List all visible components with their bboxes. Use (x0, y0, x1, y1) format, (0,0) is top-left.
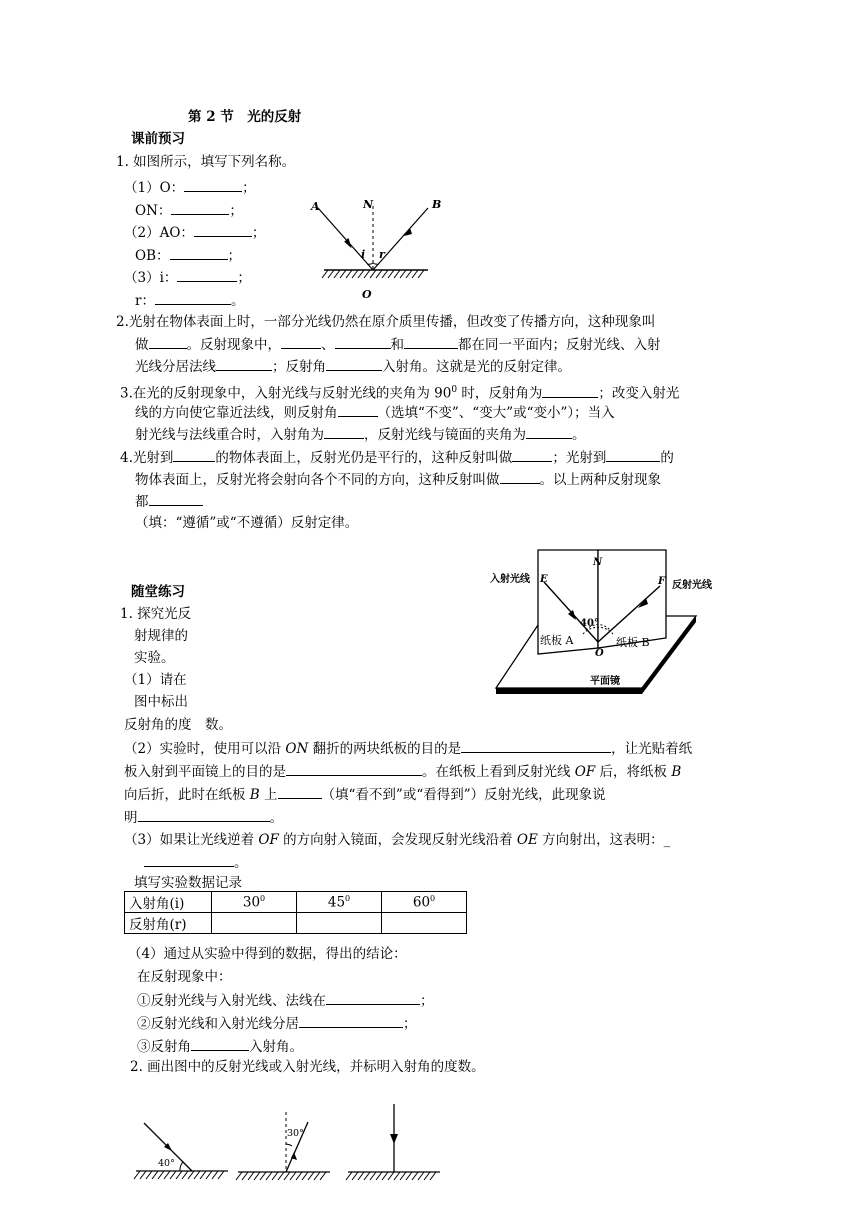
q1-item-ao: （2）AO： ； (124, 225, 266, 241)
q1-item-o: （1）O： ； (124, 180, 256, 196)
point-n2-label: N (593, 557, 603, 568)
p1-line4: （1）请在 (124, 672, 187, 688)
section-title: 第 2 节 光的反射 (188, 109, 302, 125)
p1-s2-line3: 向后折，此时在纸板 B 上 （填“看不到”或“看得到”）反射光线，此现象说 (124, 787, 606, 803)
p1-s3-line2: 。 (144, 853, 248, 872)
preview-heading: 课前预习 (131, 131, 185, 147)
p1-s2-line1: （2）实验时，使用可以沿 ON 翻折的两块纸板的目的是 ，让光贴着纸 (124, 741, 693, 757)
point-o2-label: O (595, 648, 604, 659)
p1-s2-line4: 明 。 (124, 810, 283, 826)
board-b-label: 纸板 B (616, 636, 650, 649)
incident-angle-header: 入射角(i) (125, 892, 212, 913)
incident-ray-label: 入射光线 (490, 574, 530, 585)
q1-item-r: r： 。 (135, 293, 245, 309)
reflection-diagram (300, 192, 440, 304)
table-caption: 填写实验数据记录 (134, 875, 242, 891)
q4-line3: 都 (135, 492, 203, 511)
data-record-table (124, 891, 467, 934)
q4-line4: （填：“遵循”或“不遵循）反射定律。 (135, 515, 359, 531)
p1-line3: 实验。 (134, 650, 175, 666)
board-a-label: 纸板 A (540, 634, 574, 647)
q1-item-on: ON： ； (135, 203, 243, 219)
reflected-ray-label: 反射光线 (672, 580, 712, 591)
p1-s3-line1: （3）如果让光线逆着 OF 的方向射入镜面，会发现反射光线沿着 OE 方向射出，这表明：_ (124, 832, 671, 848)
point-e-label: E (540, 574, 548, 585)
angle-40-label-2: 40° (158, 1158, 175, 1169)
table-row (125, 892, 467, 913)
q2-line2: 做 。反射现象中， 、 和 都在同一平面内；反射光线、入射 (135, 337, 661, 353)
q4-line2: 物体表面上，反射光将会射向各个不同的方向，这种反射叫做 。以上两种反射现象 (135, 472, 661, 488)
q3-line1: 3.在光的反射现象中，入射光线与反射光线的夹角为 $90^0$ 时，反射角为 ；改变入射光 (120, 385, 680, 402)
p1-s4-line5: ③反射角 入射角。 (137, 1039, 303, 1055)
p1-s4-line4: ②反射光线和入射光线分居 ； (137, 1016, 417, 1032)
p2-figure-1 (134, 1115, 230, 1183)
cell-30: $30^0$ (212, 892, 297, 913)
point-o-label: O (362, 288, 372, 301)
p1-s4-line2: 在反射现象中： (137, 969, 232, 985)
experiment-diagram (490, 546, 722, 696)
p1-s4-line3: ①反射光线与入射光线、法线在 ； (137, 993, 434, 1009)
angle-40-label: 40° (580, 618, 599, 629)
q2-line3: 光线分居法线 ；反射角 入射角。这就是光的反射定律。 (135, 359, 571, 375)
p1-line1: 1. 探究光反 (120, 606, 192, 622)
cell-45: $45^0$ (297, 892, 382, 913)
p1-s2-line2: 板入射到平面镜上的目的是 。在纸板上看到反射光线 OF 后，将纸板 B (124, 764, 682, 780)
p2-figure-3 (346, 1100, 442, 1186)
q4-line1: 4.光射到 的物体表面上，反射光仍是平行的，这种反射叫做 ；光射到 的 (120, 450, 674, 466)
point-b-label: B (432, 198, 442, 211)
reflection-angle-header: 反射角(r) (125, 913, 212, 934)
q1-item-ob: OB： ； (135, 248, 241, 264)
p1-s4-line1: （4）通过从实验中得到的数据，得出的结论： (128, 946, 407, 962)
q3-line2: 线的方向使它靠近法线，则反射角 （选填“不变”、“变大”或“变小”）；当入 (135, 405, 615, 421)
p2-figure-2 (236, 1110, 332, 1186)
mirror-label: 平面镜 (590, 676, 620, 687)
cell-60: $60^0$ (382, 892, 467, 913)
q1-item-i: （3）i： ； (124, 270, 251, 286)
table-row (125, 913, 467, 934)
q1-stem: 1. 如图所示，填写下列名称。 (116, 154, 296, 170)
point-f-label: F (658, 576, 666, 587)
point-a-label: A (311, 200, 320, 213)
practice-heading: 随堂练习 (131, 584, 185, 600)
angle-30-label: 30° (287, 1128, 304, 1139)
p1-line6: 反射角的度 数。 (124, 717, 232, 733)
p2-stem: 2. 画出图中的反射光线或入射光线，并标明入射角的度数。 (130, 1059, 485, 1075)
p1-line2: 射规律的 (134, 628, 188, 644)
blank-cell[interactable] (297, 913, 382, 934)
p1-line5: 图中标出 (134, 694, 188, 710)
blank-cell[interactable] (212, 913, 297, 934)
point-n-label: N (363, 198, 374, 211)
blank-cell[interactable] (382, 913, 467, 934)
angle-r-label: r (379, 248, 385, 261)
q2-line1: 2.光射在物体表面上时，一部分光线仍然在原介质里传播，但改变了传播方向，这种现象叫 (116, 314, 656, 330)
angle-i-label: i (361, 248, 366, 261)
q3-line3: 射光线与法线重合时，入射角为 ，反射光线与镜面的夹角为 。 (135, 427, 586, 443)
